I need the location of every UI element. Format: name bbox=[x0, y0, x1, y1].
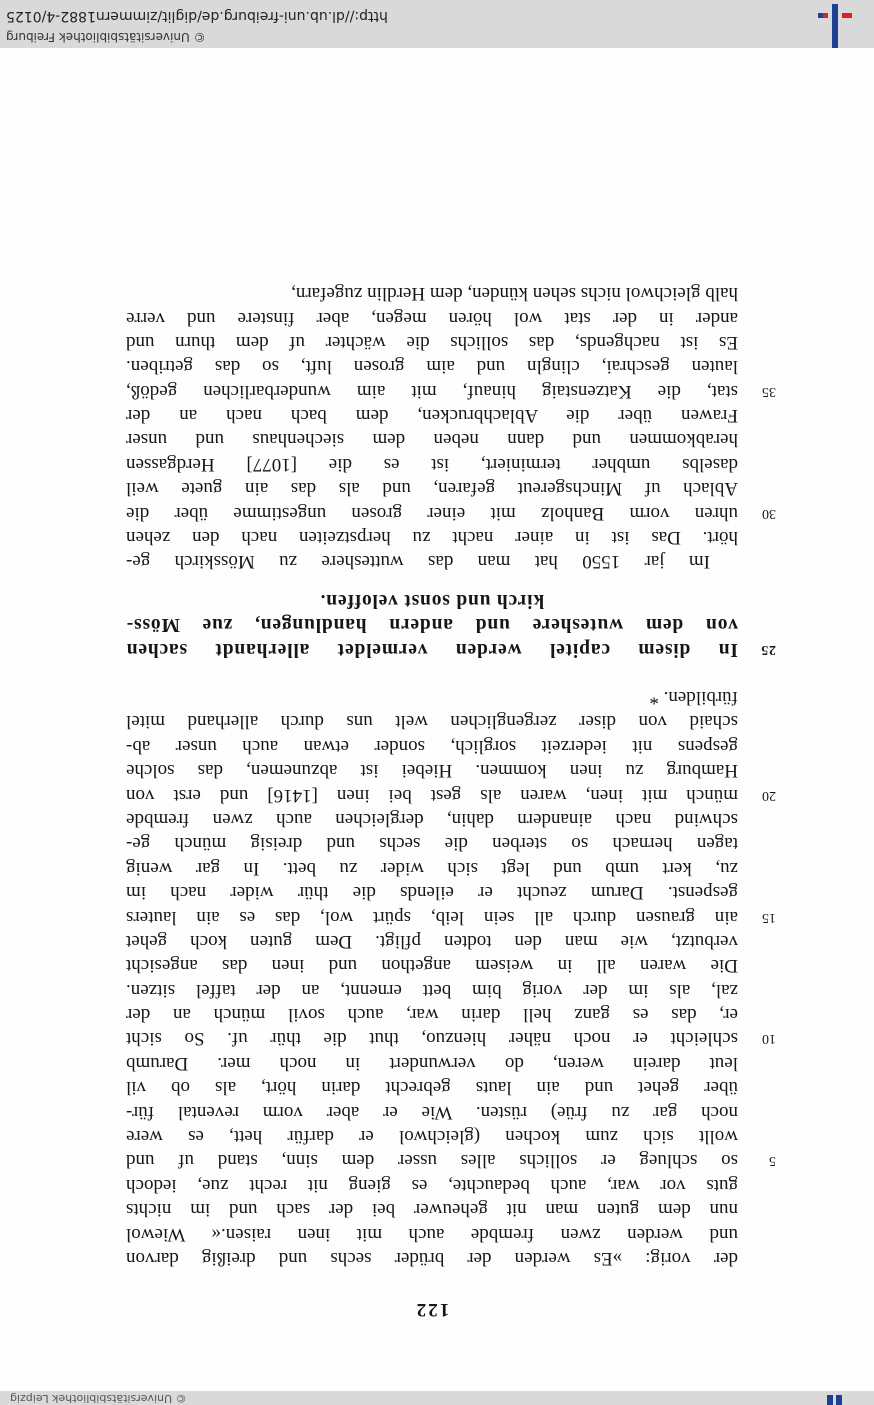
text-line bbox=[126, 1172, 738, 1196]
line-text: ain grausen durch all sein leib, spürt wol, das es ain lauters bbox=[126, 906, 738, 928]
line-text: so schlueg er sollichs alles usser dem sinn, stand uf und bbox=[126, 1150, 738, 1172]
line-text: Ablach uf Minchsgereut gefaren, und als das ain guete weil bbox=[126, 478, 738, 500]
line-text: noch gar zu früe) rüsten. Wie er aber vorm revental für- bbox=[126, 1101, 738, 1123]
line-text: zal, als im der vorig bim bett ernennt, an der taffel sitzen. bbox=[126, 979, 738, 1001]
line-number: 10 bbox=[762, 1031, 776, 1047]
text-line bbox=[126, 403, 738, 427]
text-line bbox=[126, 733, 738, 757]
line-text: Hamburg zu inen kommen. Hiebei ist abzunemen, das solche bbox=[126, 760, 738, 782]
leipzig-credit: © Universitätsbibliothek Leipzig bbox=[10, 1392, 187, 1405]
text-line bbox=[126, 929, 738, 953]
line-text: gespens nit iederzeit sorglich, sonder etwan auch unser ab- bbox=[126, 735, 738, 757]
text-line bbox=[126, 549, 738, 573]
footer-bar bbox=[0, 0, 874, 48]
text-line bbox=[126, 354, 738, 378]
line-text: herabkommen und dann neben dem siechenhaus und unser bbox=[126, 429, 738, 451]
text-line bbox=[126, 758, 738, 782]
line-text: nun dem guten man nit geheuwer bei der sach und im nichts bbox=[126, 1199, 738, 1221]
text-line bbox=[126, 831, 738, 855]
text-line bbox=[126, 305, 738, 329]
line-text: stat, die Katzenstaig hinauf, mit aim wunderbarlichen gedöß, bbox=[126, 380, 738, 402]
line-number: 25 bbox=[760, 641, 776, 657]
line-number: 35 bbox=[762, 383, 776, 399]
line-text: der vorig: »Es werden der brüder sechs und dreißig darvon bbox=[126, 1248, 738, 1269]
line-number: 30 bbox=[762, 505, 776, 521]
line-text: guts vor war, auch bedauchte, es gieng nit recht zue, iedoch bbox=[126, 1174, 738, 1196]
line-number: 15 bbox=[762, 909, 776, 925]
line-text: hört. Das ist in ainer nacht zu herpstzeiten nach den zehen bbox=[126, 527, 738, 549]
text-line bbox=[126, 452, 738, 476]
text-line bbox=[126, 1002, 738, 1026]
line-text: er, das es ganz hell darin war, auch sovil münch an der bbox=[126, 1004, 738, 1026]
text-line bbox=[126, 378, 776, 402]
line-text: In disem capitel werden vermeldet allerhandt sachen bbox=[126, 638, 738, 660]
line-text: über gehet und ain lauts gebrecht darin hört, als ob vil bbox=[126, 1077, 738, 1099]
line-text: leut darein weren, do verwundert in noch mer. Darumb bbox=[126, 1052, 738, 1074]
line-text: daselbs umbher terminiert, ist es die [1077] Herdgassen bbox=[126, 453, 738, 475]
text-line bbox=[126, 880, 738, 904]
line-text: Die waren all in weisem angethon und inen das angesicht bbox=[126, 955, 738, 977]
line-text: zu, kert umb und legt sich wider zu bett. In gar wenig bbox=[126, 857, 738, 879]
line-text: kirch und sonst veloffen. bbox=[319, 589, 545, 611]
line-text: uhren vorm Banholz mit einer grosen ungestimme über die bbox=[126, 502, 738, 524]
line-text: münch mit inen, waren als gest bei inen [1416] und erst von bbox=[126, 784, 738, 806]
page-number: 122 bbox=[414, 1299, 450, 1320]
line-number: 20 bbox=[762, 787, 776, 803]
text-line bbox=[126, 500, 776, 524]
text-line bbox=[126, 525, 738, 549]
leipzig-library-logo-icon bbox=[824, 1391, 844, 1405]
text-line bbox=[126, 330, 738, 354]
text-line bbox=[126, 685, 738, 709]
line-text: und werden zwen frembde auch mit inen raisen.« Wiewol bbox=[126, 1223, 738, 1245]
text-line bbox=[126, 953, 738, 977]
text-line bbox=[126, 1124, 738, 1148]
text-line bbox=[126, 709, 738, 733]
text-line bbox=[126, 1221, 738, 1245]
line-text: ander in der stat wol hören megen, aber finstere und verre bbox=[126, 307, 738, 329]
chapter-heading bbox=[126, 587, 776, 660]
text-line bbox=[126, 855, 738, 879]
line-text: tagen hernach so sterben die sechs und dreisig münch ge- bbox=[126, 833, 738, 855]
line-number: 5 bbox=[769, 1153, 776, 1169]
text-line bbox=[126, 281, 738, 305]
text-line bbox=[126, 807, 738, 831]
text-line bbox=[126, 1246, 738, 1270]
text-line bbox=[126, 1075, 738, 1099]
text-line bbox=[126, 1099, 738, 1123]
line-text: Frawen über die Ablachbrucken, dem bach nach an der bbox=[126, 405, 738, 427]
text-block bbox=[126, 281, 776, 1320]
line-text: schleicht er noch näher hienzuo, thut die thür uf. So sicht bbox=[126, 1028, 738, 1050]
ub-credit: © Universitätsbibliothek Freiburg bbox=[6, 30, 206, 44]
text-line bbox=[126, 587, 738, 611]
text-line bbox=[126, 427, 738, 451]
text-line bbox=[126, 1050, 738, 1074]
line-text: lauten geschrai, clingln und aim grosen luft, so das getriben. bbox=[126, 356, 738, 378]
line-text: schaid von diser zergenglichen welt uns durch allerhand mitel bbox=[126, 711, 738, 733]
text-line bbox=[126, 1026, 776, 1050]
line-text: halb gleichwol nichs sehen künden, dem Herdlin zugefarn, bbox=[291, 283, 738, 305]
text-line bbox=[126, 636, 776, 660]
text-line bbox=[126, 904, 776, 928]
text-line bbox=[126, 612, 738, 636]
paragraph-2 bbox=[126, 281, 776, 574]
permalink-url[interactable]: http://dl.ub.uni-freiburg.de/diglit/zimmern1882-4/0125 bbox=[6, 8, 388, 24]
line-text: fürbilden. * bbox=[649, 687, 738, 709]
line-text: verbutzt, wie man den todten pfligt. Dem guten koch gehet bbox=[126, 930, 738, 952]
line-text: Es ist nachgends, das sollichs die wächter uf dem thurn und bbox=[126, 331, 738, 353]
text-line bbox=[126, 977, 738, 1001]
line-text: gespenst. Darum zeucht er eilends die thür wider nach im bbox=[126, 882, 738, 904]
text-line bbox=[126, 782, 776, 806]
text-line bbox=[126, 476, 738, 500]
line-text: von dem wuteshere und andern handlungen, zue Möss- bbox=[126, 614, 738, 636]
line-text: Im jar 1550 hat man das wutteshere zu Mösskirch ge- bbox=[126, 551, 710, 573]
text-line bbox=[126, 1148, 776, 1172]
line-text: wollt sich zum kochen (gleichwol er darfür hett, es were bbox=[126, 1126, 738, 1148]
paragraph-1 bbox=[126, 685, 776, 1270]
header-strip bbox=[0, 1391, 874, 1405]
text-line bbox=[126, 1197, 738, 1221]
line-text: schwind nach ainandern dahin, dergleichen auch zwen frembde bbox=[126, 808, 738, 830]
